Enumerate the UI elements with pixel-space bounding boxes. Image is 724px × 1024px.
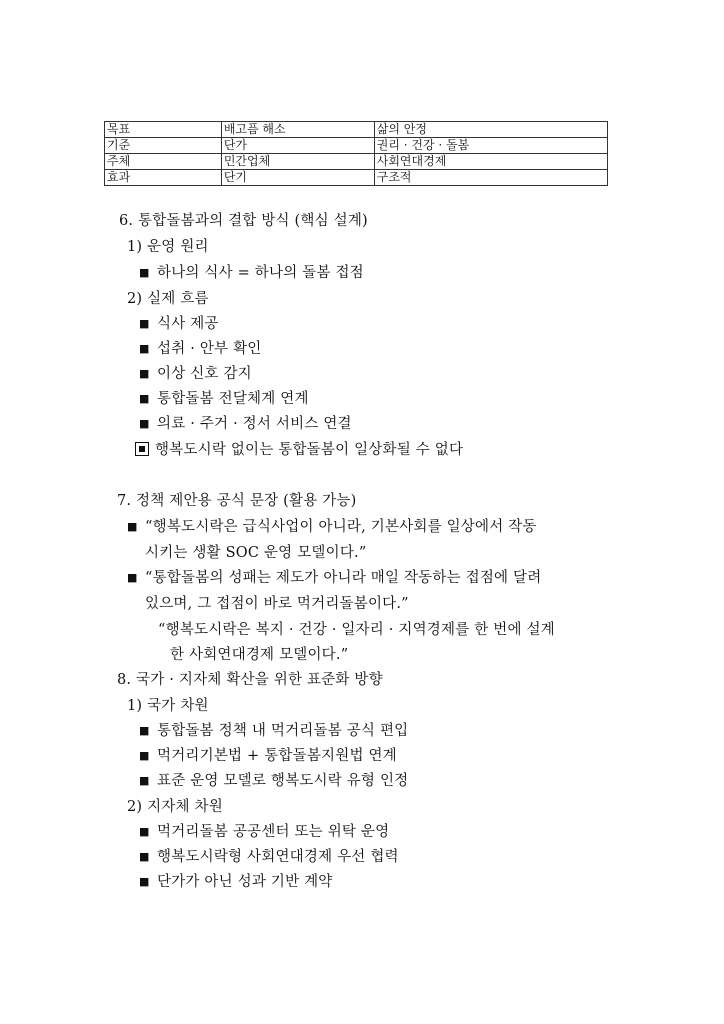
bullet-icon: ■ bbox=[139, 850, 150, 863]
table-cell: 단가 bbox=[221, 138, 374, 154]
list-item: ■ 식사 제공 bbox=[139, 316, 219, 332]
bullet-icon: ■ bbox=[127, 520, 138, 533]
bullet-icon: ■ bbox=[127, 571, 138, 584]
list-item: ■ 이상 신호 감지 bbox=[139, 366, 252, 382]
bullet-icon: ■ bbox=[139, 342, 150, 355]
section-6-subheading-2: 2) 실제 흐름 bbox=[127, 291, 209, 307]
section-7-heading: 7. 정책 제안용 공식 문장 (활용 가능) bbox=[117, 493, 357, 509]
table-cell: 사회연대경제 bbox=[374, 154, 607, 170]
bullet-icon: ■ bbox=[139, 392, 150, 405]
table-cell: 구조적 bbox=[374, 170, 607, 186]
bullet-icon: ■ bbox=[139, 266, 150, 279]
list-item: ■ 의료 · 주거 · 정서 서비스 연결 bbox=[139, 416, 352, 432]
quote-continuation: 시키는 생활 SOC 운영 모델이다.” bbox=[145, 545, 367, 561]
section-6-subheading-1: 1) 운영 원리 bbox=[127, 239, 209, 255]
bullet-icon: ■ bbox=[139, 774, 150, 787]
section-8-heading: 8. 국가 · 지자체 확산을 위한 표준화 방향 bbox=[117, 672, 383, 688]
bullet-icon: ■ bbox=[139, 417, 150, 430]
bullet-icon: ■ bbox=[139, 825, 150, 838]
section-8-subheading-2: 2) 지자체 차원 bbox=[127, 799, 223, 815]
section-6-heading: 6. 통합돌봄과의 결합 방식 (핵심 설계) bbox=[119, 213, 368, 229]
table-cell: 목표 bbox=[105, 122, 222, 138]
table-cell: 효과 bbox=[105, 170, 222, 186]
list-item: ■ 행복도시락형 사회연대경제 우선 협력 bbox=[139, 849, 399, 865]
table-row bbox=[105, 138, 608, 154]
bullet-icon: ■ bbox=[139, 367, 150, 380]
table-row bbox=[105, 122, 608, 138]
quote-continuation: 한 사회연대경제 모델이다.” bbox=[170, 647, 349, 663]
table-cell: 배고픔 해소 bbox=[221, 122, 374, 138]
list-item: ■ 먹거리기본법 + 통합돌봄지원법 연계 bbox=[139, 748, 397, 764]
comparison-table bbox=[104, 121, 608, 186]
table-row bbox=[105, 170, 608, 186]
list-item: ■ 단가가 아닌 성과 기반 계약 bbox=[139, 874, 333, 890]
table-cell: 민간업체 bbox=[221, 154, 374, 170]
table-cell: 단기 bbox=[221, 170, 374, 186]
bullet-icon: ■ bbox=[139, 724, 150, 737]
section-8-subheading-1: 1) 국가 차원 bbox=[127, 698, 209, 714]
list-item: ■ 먹거리돌봄 공공센터 또는 위탁 운영 bbox=[139, 824, 390, 840]
quote-continuation: 있으며, 그 접점이 바로 먹거리돌봄이다.” bbox=[145, 596, 409, 612]
table-cell: 삶의 안정 bbox=[374, 122, 607, 138]
list-item: ■ 섭취 · 안부 확인 bbox=[139, 341, 262, 357]
quote-item: ■ “통합돌봄의 성패는 제도가 아니라 매일 작동하는 접점에 달려 bbox=[127, 570, 542, 586]
list-item: ■ 하나의 식사 = 하나의 돌봄 접점 bbox=[139, 265, 364, 281]
section-6-conclusion: 행복도시락 없이는 통합돌봄이 일상화될 수 없다 bbox=[135, 440, 463, 460]
bullet-icon: ■ bbox=[139, 317, 150, 330]
quote-item: ■ “행복도시락은 급식사업이 아니라, 기본사회를 일상에서 작동 bbox=[127, 519, 537, 535]
boxed-square-icon bbox=[135, 442, 149, 456]
table-cell: 권리 · 건강 · 돌봄 bbox=[374, 138, 607, 154]
bullet-icon: ■ bbox=[139, 875, 150, 888]
quote-item: “행복도시락은 복지 · 건강 · 일자리 · 지역경제를 한 번에 설계 bbox=[158, 622, 555, 638]
list-item: ■ 통합돌봄 정책 내 먹거리돌봄 공식 편입 bbox=[139, 723, 409, 739]
list-item: ■ 통합돌봄 전달체계 연계 bbox=[139, 391, 309, 407]
table-cell: 기준 bbox=[105, 138, 222, 154]
list-item: ■ 표준 운영 모델로 행복도시락 유형 인정 bbox=[139, 773, 409, 789]
bullet-icon: ■ bbox=[139, 749, 150, 762]
table-row bbox=[105, 154, 608, 170]
table-cell: 주체 bbox=[105, 154, 222, 170]
